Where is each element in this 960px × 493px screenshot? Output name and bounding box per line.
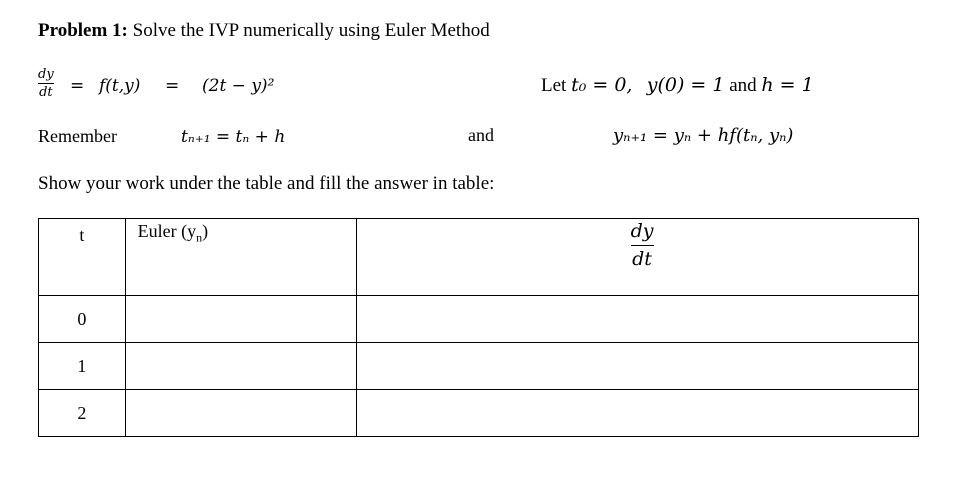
let-text: Let: [541, 75, 572, 96]
ode-rhs: (2t − y)²: [202, 76, 275, 96]
cell-derivative[interactable]: [356, 343, 918, 390]
cell-euler[interactable]: [125, 390, 356, 437]
header-euler-prefix: Euler (y: [137, 221, 197, 241]
dt-denominator: dt: [39, 85, 53, 100]
table-row: [39, 390, 919, 437]
remember-label: Remember: [38, 126, 117, 146]
dy-numerator: dy: [38, 67, 54, 82]
header-derivative: [356, 219, 918, 296]
problem-label: Problem 1:: [38, 20, 128, 41]
cell-t: 0: [39, 296, 126, 343]
t-update-formula: tₙ₊₁ = tₙ + h: [181, 127, 286, 147]
and-text: and: [724, 75, 762, 96]
header-euler-sub: n: [196, 230, 203, 245]
step-size: h = 1: [761, 74, 814, 96]
cell-t: 1: [39, 343, 126, 390]
header-euler: [125, 219, 356, 296]
table-header-row: [39, 219, 919, 296]
instruction-text: Show your work under the table and fill the answer in table:: [38, 173, 495, 194]
equals-sign-1: =: [70, 76, 85, 96]
problem-title: [38, 20, 490, 42]
initial-conditions: [541, 74, 814, 97]
cell-derivative[interactable]: [356, 390, 918, 437]
euler-formula: yₙ₊₁ = yₙ + hf(tₙ, yₙ): [613, 125, 794, 146]
cell-derivative[interactable]: [356, 296, 918, 343]
equals-sign-2: =: [165, 76, 180, 96]
ode-function: f(t,y): [99, 76, 141, 96]
t0-value: t₀ = 0,: [571, 74, 633, 96]
header-dy: dy: [630, 220, 654, 242]
dy-dt-fraction: [38, 68, 54, 99]
header-fraction-bar: [631, 245, 654, 246]
table-row: [39, 296, 919, 343]
cell-t: 2: [39, 390, 126, 437]
table-row: [39, 343, 919, 390]
header-dy-dt-fraction: [631, 222, 654, 269]
y0-value: y(0) = 1: [646, 74, 725, 96]
and-connector: and: [468, 125, 494, 145]
header-dt: dt: [632, 248, 652, 270]
problem-text: Solve the IVP numerically using Euler Method: [127, 20, 490, 41]
cell-euler[interactable]: [125, 296, 356, 343]
header-euler-suffix: ): [202, 221, 209, 241]
cell-euler[interactable]: [125, 343, 356, 390]
answer-table: [38, 218, 919, 437]
fraction-bar: [38, 83, 54, 84]
header-t: t: [39, 219, 126, 296]
